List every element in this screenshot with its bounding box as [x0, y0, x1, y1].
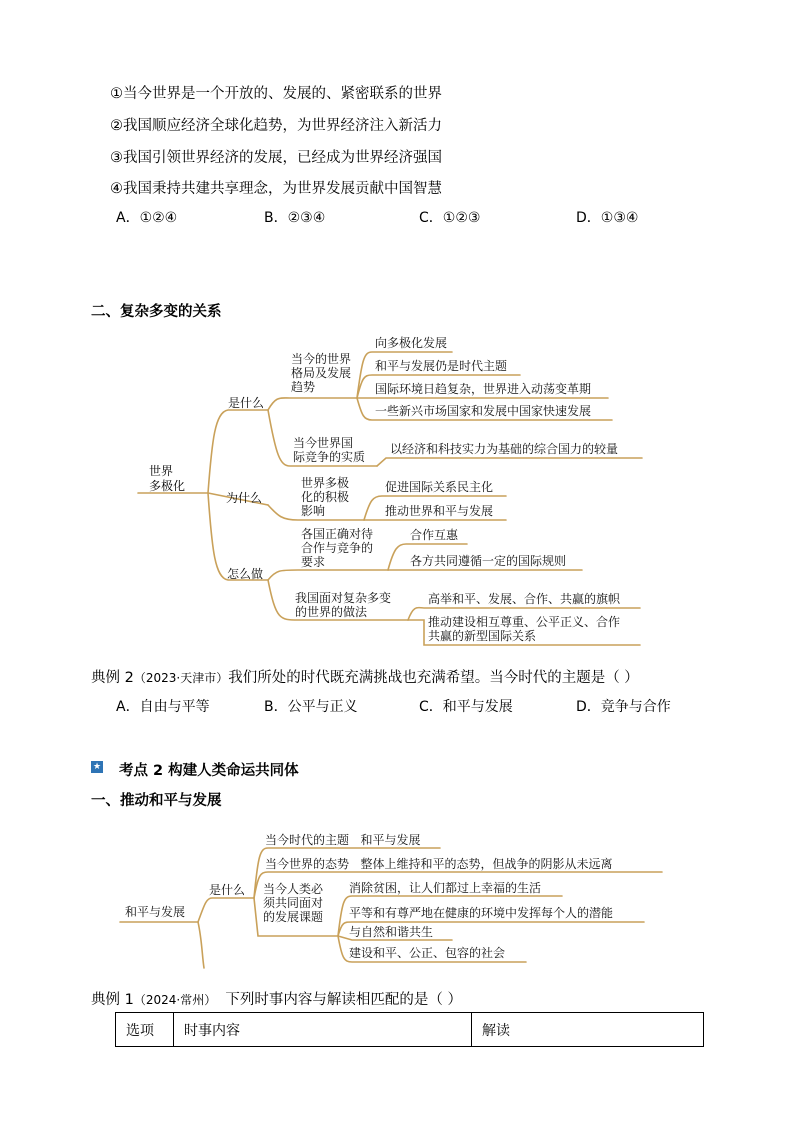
- leaf-international-rules: 各方共同遵循一定的国际规则: [410, 554, 567, 568]
- section-heading-relations: 二、复杂多变的关系: [91, 304, 222, 320]
- star-icon: ★: [92, 762, 102, 772]
- q2-option-d[interactable]: D．竞争与合作: [576, 699, 671, 715]
- leaf-turbulent: 国际环境日趋复杂，世界进入动荡变革期: [375, 382, 592, 396]
- node2-what: 是什么: [209, 883, 246, 897]
- leaf-peace-development: 推动世界和平与发展: [385, 504, 494, 518]
- section-heading-peace: 一、推动和平与发展: [91, 793, 222, 809]
- node-china-approach: 我国面对复杂多变 的世界的做法: [295, 591, 392, 619]
- header-event: 时事内容: [174, 1013, 472, 1047]
- statement-2: ②我国顺应经济全球化趋势，为世界经济注入新活力: [110, 118, 442, 134]
- question-3-table: [115, 1012, 704, 1047]
- node2-development-topics: 当今人类必 须共同面对 的发展课题: [263, 882, 324, 924]
- option-c[interactable]: C．①②③: [419, 210, 481, 226]
- leaf-comprehensive-power: 以经济和科技实力为基础的综合国力的较量: [390, 442, 619, 456]
- leaf2-poverty: 消除贫困，让人们都过上幸福的生活: [349, 881, 542, 895]
- q2-option-b[interactable]: B．公平与正义: [264, 699, 358, 715]
- leaf2-nature: 与自然和谐共生: [349, 925, 434, 939]
- leaf-multipolar: 向多极化发展: [375, 336, 448, 350]
- leaf-peace-theme: 和平与发展仍是时代主题: [375, 359, 508, 373]
- node-positive-impact: 世界多极 化的积极 影响: [301, 476, 350, 518]
- header-interpretation: 解读: [472, 1013, 704, 1047]
- mindmap-2-root: 和平与发展: [125, 905, 186, 919]
- header-option: 选项: [116, 1013, 174, 1047]
- leaf-mutual-benefit: 合作互惠: [410, 528, 459, 542]
- option-d[interactable]: D．①③④: [576, 210, 639, 226]
- leaf-new-relations: 推动建设相互尊重、公平正义、合作 共赢的新型国际关系: [428, 615, 621, 643]
- leaf-emerging: 一些新兴市场国家和发展中国家快速发展: [375, 404, 592, 418]
- option-a[interactable]: A．①②④: [116, 210, 178, 226]
- node2-era-theme: 当今时代的主题 和平与发展: [265, 833, 421, 847]
- node-world-pattern: 当今的世界 格局及发展 趋势: [291, 352, 352, 394]
- leaf-democratization: 促进国际关系民主化: [385, 480, 494, 494]
- statement-1: ①当今世界是一个开放的、发展的、紧密联系的世界: [110, 86, 442, 102]
- leaf2-potential: 平等和有尊严地在健康的环境中发挥每个人的潜能: [349, 906, 614, 920]
- node-why: 为什么: [226, 491, 263, 505]
- statement-4: ④我国秉持共建共享理念，为世界发展贡献中国智慧: [110, 181, 442, 197]
- q2-option-c[interactable]: C．和平与发展: [419, 699, 513, 715]
- leaf2-society: 建设和平、公正、包容的社会: [349, 946, 506, 960]
- node-what: 是什么: [228, 396, 265, 410]
- node-competition: 当今世界国 际竞争的实质: [293, 436, 366, 464]
- node2-world-situation: 当今世界的态势 整体上维持和平的态势，但战争的阴影从未远离: [265, 857, 613, 871]
- table-header-row: [116, 1013, 704, 1047]
- node-cooperation-competition: 各国正确对待 合作与竞争的 要求: [301, 527, 374, 569]
- leaf-banner: 高举和平、发展、合作、共赢的旗帜: [428, 592, 621, 606]
- statement-3: ③我国引领世界经济的发展，已经成为世界经济强国: [110, 150, 442, 166]
- q2-option-a[interactable]: A．自由与平等: [116, 699, 210, 715]
- question-3-stem: 典例 1（2024·常州） 下列时事内容与解读相匹配的是（ ）: [91, 992, 463, 1008]
- question-2-stem: 典例 2（2023·天津市）我们所处的时代既充满挑战也充满希望。当今时代的主题是（ ）: [91, 670, 639, 686]
- mindmap-1-root: 世界 多极化: [149, 464, 186, 493]
- node-how: 怎么做: [227, 567, 264, 581]
- kaodian-title: 考点 2 构建人类命运共同体: [119, 763, 299, 779]
- option-b[interactable]: B．②③④: [264, 210, 326, 226]
